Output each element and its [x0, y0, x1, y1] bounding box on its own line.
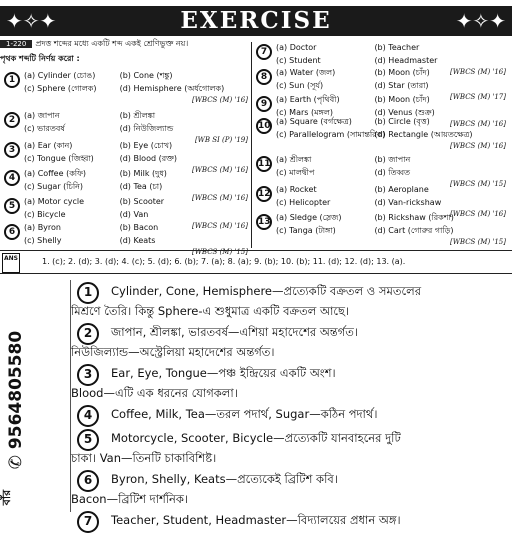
option-a: (a) Sledge (স্লেজ) [276, 213, 342, 222]
option-b: (b) Rickshaw (রিকশা) [374, 213, 454, 222]
option-d: (d) Blood (রক্ত) [119, 154, 178, 163]
explanation-number: 2 [77, 323, 99, 345]
question-11 [256, 154, 508, 188]
exam-reference: [WBCS (M) '16] [192, 194, 248, 202]
option-c: (c) Sugar (চিনি) [24, 182, 84, 191]
option-d: (d) Keats [119, 236, 156, 245]
explanation-line-2: Blood—এটি এক ধরনের যোগকলা। [71, 386, 238, 400]
column-divider [251, 42, 252, 248]
option-b: (b) জাপান [374, 155, 411, 164]
phone-number [6, 330, 26, 490]
option-a: (a) Byron [24, 223, 61, 232]
option-d: (d) Rectangle (আয়তক্ষেত্র) [374, 130, 473, 139]
option-c: (c) Shelly [24, 236, 62, 245]
explanation-number: 5 [77, 429, 99, 451]
option-c: (c) Bicycle [24, 210, 66, 219]
option-b: (b) Moon (চাঁদ) [374, 95, 430, 104]
instruction-line-1: প্রদত্ত শব্দের মধ্যে একটি শব্দ একই শ্রেণিভুক্ত নয়। [35, 39, 189, 48]
question-number: 7 [256, 44, 272, 60]
explanation-line-2: নিউজিল্যান্ড—অস্ট্রেলিয়া মহাদেশের অন্তর্গত। [71, 345, 275, 359]
explanation-number: 7 [77, 511, 99, 533]
option-b: (b) Teacher [374, 43, 420, 52]
option-b: (b) Aeroplane [374, 185, 429, 194]
decorative-figures-right: ✦✧✦ [455, 9, 506, 33]
explanations-area [70, 280, 510, 528]
option-a: (a) Cylinder (চোঙ) [24, 71, 96, 80]
option-d: (d) Hemisphere (অর্ধগোলক) [119, 84, 225, 93]
answer-logo: ANS [2, 253, 20, 273]
option-c: (c) মালদ্বীপ [276, 168, 315, 177]
question-2 [4, 110, 250, 144]
explanation-number: 4 [77, 405, 99, 427]
explanation-line-1: Motorcycle, Scooter, Bicycle—প্রত্যেকটি যানবাহনের দুটি [111, 431, 401, 445]
option-c: (c) Student [276, 56, 321, 65]
option-a: (a) Coffee (কফি) [24, 169, 87, 178]
exam-reference: [WBCS (M) '16] [192, 222, 248, 230]
option-b: (b) Milk (দুধ) [119, 169, 167, 178]
question-1 [4, 70, 250, 104]
option-d: (d) তিব্বত [374, 168, 411, 177]
option-c: (c) Tanga (টাঙ্গা) [276, 226, 336, 235]
question-number: 4 [4, 170, 20, 186]
exam-reference: [WB SI (P) '19] [194, 136, 248, 144]
answer-key [0, 250, 512, 274]
option-a: (a) Earth (পৃথিবী) [276, 95, 340, 104]
side-label-text: বাঁর [0, 489, 14, 506]
option-a: (a) Ear (কান) [24, 141, 73, 150]
option-a: (a) Motor cycle [24, 197, 85, 206]
option-a: (a) Doctor [276, 43, 317, 52]
option-a: (a) জাপান [24, 111, 60, 120]
explanation-line-1: জাপান, শ্রীলঙ্কা, ভারতবর্ষ—এশিয়া মহাদেশের অন্তর্গত। [111, 325, 359, 339]
question-number: 1 [4, 72, 20, 88]
option-c: (c) Helicopter [276, 198, 331, 207]
option-b: (b) Scooter [119, 197, 165, 206]
question-number: 6 [4, 224, 20, 240]
option-b: (b) Cone (শঙ্কু) [119, 71, 173, 80]
explanation-line-2: মিশ্রণে তৈরি। কিন্তু Sphere-এ শুধুমাত্র একটি বক্রতল আছে। [71, 304, 350, 318]
explanation-line-2: Bacon—ব্রিটিশ দার্শনিক। [71, 492, 189, 506]
option-d: (d) Cart (গোরুর গাড়ি) [374, 226, 454, 235]
question-13 [256, 212, 508, 246]
page-title: EXERCISE [180, 7, 332, 34]
option-d: (d) নিউজিল্যান্ড [119, 124, 174, 133]
option-a: (a) Rocket [276, 185, 317, 194]
option-c: (c) ভারতবর্ষ [24, 124, 65, 133]
phone-text: ✆ 9564805580 [6, 330, 26, 470]
exam-reference: [WBCS (M) '16] [192, 96, 248, 104]
question-number: 11 [256, 156, 272, 172]
option-c: (c) Tongue (জিহ্বা) [24, 154, 94, 163]
explanation-number: 6 [77, 470, 99, 492]
question-number: 5 [4, 198, 20, 214]
option-d: (d) Van [119, 210, 149, 219]
instruction-block [0, 38, 250, 66]
option-d: (d) Star (তারা) [374, 81, 429, 90]
option-c: (c) Mars (মঙ্গল) [276, 108, 333, 117]
explanation-line-1: Byron, Shelly, Keats—প্রত্যেকেই ব্রিটিশ কবি। [111, 472, 338, 486]
exam-reference: [WBCS (M) '17] [450, 93, 506, 101]
explanation-line-1: Teacher, Student, Headmaster—বিদ্যালয়ের প্রধান অঙ্গ। [111, 513, 401, 527]
explanation-line-1: Coffee, Milk, Tea—তরল পদার্থ, Sugar—কঠিন পদার্থ। [111, 407, 378, 421]
option-c: (c) Sun (সূর্য) [276, 81, 324, 90]
question-number: 3 [4, 142, 20, 158]
option-c: (c) Parallelogram (সামান্তরিক) [276, 130, 386, 139]
exam-reference: [WBCS (M) '16] [450, 210, 506, 218]
explanation-number: 1 [77, 282, 99, 304]
option-b: (b) শ্রীলঙ্কা [119, 111, 156, 120]
exam-reference: [WBCS (M) '16] [192, 166, 248, 174]
question-number: 12 [256, 186, 272, 202]
explanation-line-2: চাকা। Van—তিনটি চাকাবিশিষ্ট। [71, 451, 217, 465]
question-10 [256, 116, 508, 150]
exam-reference: [WBCS (M) '15] [450, 180, 506, 188]
exam-reference: [WBCS (M) '15] [450, 238, 506, 246]
question-number: 8 [256, 69, 272, 85]
question-number: 13 [256, 214, 272, 230]
exam-reference: [WBCS (M) '16] [450, 120, 506, 128]
option-c: (c) Sphere (গোলক) [24, 84, 97, 93]
option-d: (d) Headmaster [374, 56, 438, 65]
page-tag: 1-220 [0, 40, 32, 48]
option-d: (d) Van-rickshaw [374, 198, 442, 207]
explanation-number: 3 [77, 364, 99, 386]
side-label [0, 480, 26, 510]
option-a: (a) Water (জল) [276, 68, 336, 77]
option-d: (d) Tea (চা) [119, 182, 163, 191]
option-a: (a) Square (বর্গক্ষেত্র) [276, 117, 352, 126]
question-6 [4, 222, 250, 256]
option-b: (b) Bacon [119, 223, 159, 232]
option-d: (d) Venus (শুক্র) [374, 108, 435, 117]
exam-reference: [WBCS (M) '16] [450, 68, 506, 76]
option-b: (b) Eye (চোখ) [119, 141, 173, 150]
option-b: (b) Circle (বৃত্ত) [374, 117, 430, 126]
question-number: 9 [256, 96, 272, 112]
question-number: 2 [4, 112, 20, 128]
option-b: (b) Moon (চাঁদ) [374, 68, 430, 77]
exam-reference: [WBCS (M) '15] [192, 248, 248, 256]
explanation-line-1: Ear, Eye, Tongue—পঞ্চ ইন্দ্রিয়ের একটি অংশ। [111, 366, 336, 380]
exam-reference: [WBCS (M) '16] [450, 142, 506, 150]
question-number: 10 [256, 118, 272, 134]
instruction-line-2: পৃথক শব্দটি নির্ণয় করো : [0, 54, 80, 63]
title-banner [0, 6, 512, 36]
option-a: (a) শ্রীলঙ্কা [276, 155, 312, 164]
answer-list: 1. (c); 2. (d); 3. (d); 4. (c); 5. (d); 6. (b); 7. (a); 8. (a); 9. (b); 10. (b); 11. (d); 12. (d); 13. (a). [42, 257, 406, 266]
explanation-line-1: Cylinder, Cone, Hemisphere—প্রত্যেকটি বক্রতল ও সমতলের [111, 284, 422, 298]
decorative-figures-left: ✦✧✦ [6, 9, 57, 33]
